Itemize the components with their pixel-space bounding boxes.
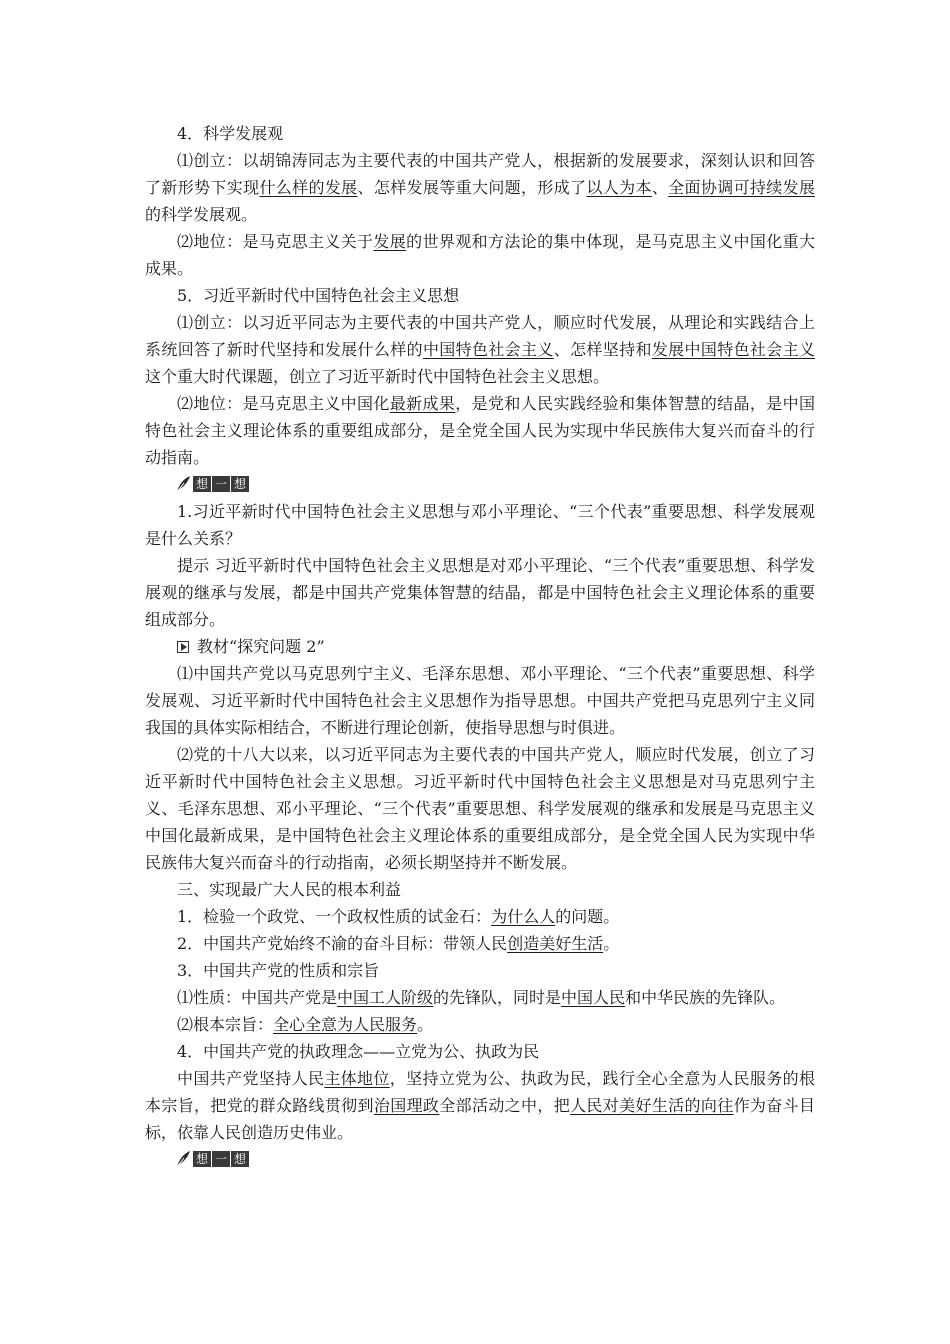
text: 和中华民族的先锋队。 (625, 988, 786, 1007)
text: ⑵地位：是马克思主义中国化 (177, 394, 390, 413)
text: 、怎样坚持和 (553, 340, 652, 359)
underlined-term: 中国特色社会主义 (422, 340, 554, 359)
think-hint: 提示 习近平新时代中国特色社会主义思想是对邓小平理论、“三个代表”重要思想、科学发展观的继承与发展，都是中国共产党集体智慧的结晶，都是中国特色社会主义理论体系的重要组成部分。 (145, 556, 815, 629)
underlined-term: 创造美好生活 (507, 934, 604, 953)
text: ⑵根本宗旨： (177, 1015, 274, 1034)
badge-char: 一 (212, 1151, 230, 1167)
section-4-heading: 4．科学发展观 (177, 124, 284, 143)
section-4-paragraph-2 (145, 228, 815, 282)
text: 作为奋斗目标，依靠人民创造历史伟业。 (145, 1096, 815, 1142)
text: 、怎样发展等重大问题，形成了 (357, 178, 587, 197)
text: ⑴性质：中国共产党是 (177, 988, 338, 1007)
textbook-paragraph-1: ⑴中国共产党以马克思列宁主义、毛泽东思想、邓小平理论、“三个代表”重要思想、科学发展观、习近平新时代中国特色社会主义思想作为指导思想。中国共产党把马克思列宁主义同我国的具体实际相结合，不断进行理论创新，使指导思想与时俱进。 (145, 664, 815, 737)
section-3-item-4-paragraph (145, 1065, 815, 1146)
underlined-term: 全心全意为人民服务 (273, 1015, 418, 1034)
text: 的先锋队，同时是 (433, 988, 562, 1007)
section-5-paragraph-1 (145, 309, 815, 390)
underlined-term: 以人为本 (586, 178, 652, 197)
leaf-icon (175, 1150, 191, 1168)
text: ⑵地位：是马克思主义关于 (177, 232, 374, 251)
textbook-paragraph-2: ⑵党的十八大以来，以习近平同志为主要代表的中国共产党人，顺应时代发展，创立了习近平新时代中国特色社会主义思想。习近平新时代中国特色社会主义思想是对马克思列宁主义、毛泽东思想、邓小平理论、“三个代表”重要思想、科学发展观的继承和发展是马克思主义中国化最新成果，是中国特色社会主义理论体系的重要组成部分，是全党全国人民为实现中华民族伟大复兴而奋斗的行动指南，必须长期坚持并不断发展。 (145, 745, 815, 872)
play-icon (177, 641, 189, 653)
text: 。 (417, 1015, 434, 1034)
section-5-heading: 5．习近平新时代中国特色社会主义思想 (177, 286, 460, 305)
text: 的科学发展观。 (145, 205, 258, 224)
text: ⑴创立：以习近平同志为主要代表的中国共产党人，顺应时代发展，从理论和实践结合上系统回答了新时代坚持和发展什么样的 (145, 313, 815, 359)
document-page (145, 120, 815, 1173)
think-badge (175, 474, 815, 494)
badge-char: 一 (212, 476, 230, 492)
underlined-term: 中国人民 (561, 988, 626, 1007)
text: ，是党和人民实践经验和集体智慧的结晶，是中国特色社会主义理论体系的重要组成部分，是全党全国人民为实现中华民族伟大复兴而奋斗的行动指南。 (145, 394, 815, 467)
underlined-term: 发展中国特色社会主义 (651, 340, 815, 359)
text: ⑴创立：以胡锦涛同志为主要代表的中国共产党人，根据新的发展要求，深刻认识和回答了新形势下实现 (145, 151, 815, 197)
think-label (193, 476, 250, 492)
underlined-term: 全面协调可持续发展 (668, 178, 815, 197)
underlined-term: 治国理政 (373, 1096, 440, 1115)
text: 全部活动之中，把 (439, 1096, 571, 1115)
text: 的问题。 (555, 907, 620, 926)
think-question: 1.习近平新时代中国特色社会主义思想与邓小平理论、“三个代表”重要思想、科学发展观是什么关系？ (145, 502, 815, 548)
text: ，坚持立党为公、执政为民，践行全心全意为人民服务的根本宗旨，把党的群众路线贯彻到 (145, 1069, 815, 1115)
underlined-term: 发展 (373, 232, 407, 251)
section-3-heading: 三、实现最广大人民的根本利益 (177, 880, 402, 899)
text: 。 (603, 934, 620, 953)
section-5-paragraph-2 (145, 390, 815, 471)
underlined-term: 最新成果 (389, 394, 456, 413)
badge-char: 想 (193, 476, 211, 492)
textbook-title: 教材“探究问题 2” (197, 637, 325, 656)
text: 中国共产党坚持人民 (177, 1069, 325, 1088)
underlined-term: 为什么人 (491, 907, 556, 926)
section-4-paragraph-1 (145, 147, 815, 228)
leaf-icon (175, 475, 191, 493)
section-3-item-3b (145, 1011, 815, 1038)
text: 的世界观和方法论的集中体现，是马克思主义中国化重大成果。 (145, 232, 815, 278)
textbook-heading (145, 633, 815, 660)
think-label (193, 1151, 250, 1167)
text: 、 (651, 178, 669, 197)
underlined-term: 中国工人阶级 (337, 988, 434, 1007)
text: 2．中国共产党始终不渝的奋斗目标：带领人民 (177, 934, 508, 953)
underlined-term: 主体地位 (324, 1069, 390, 1088)
section-3-item-4: 4．中国共产党的执政理念——立党为公、执政为民 (177, 1042, 540, 1061)
section-3-item-3a (145, 984, 815, 1011)
text: 1．检验一个政党、一个政权性质的试金石： (177, 907, 492, 926)
section-3-item-3: 3．中国共产党的性质和宗旨 (177, 961, 380, 980)
section-3-item-1 (145, 903, 815, 930)
badge-char: 想 (231, 476, 249, 492)
underlined-term: 什么样的发展 (259, 178, 358, 197)
section-3-item-2 (145, 930, 815, 957)
underlined-term: 人民对美好生活的向往 (570, 1096, 734, 1115)
badge-char: 想 (193, 1151, 211, 1167)
badge-char: 想 (231, 1151, 249, 1167)
text: 这个重大时代课题，创立了习近平新时代中国特色社会主义思想。 (145, 367, 610, 386)
think-badge-2 (175, 1149, 815, 1169)
